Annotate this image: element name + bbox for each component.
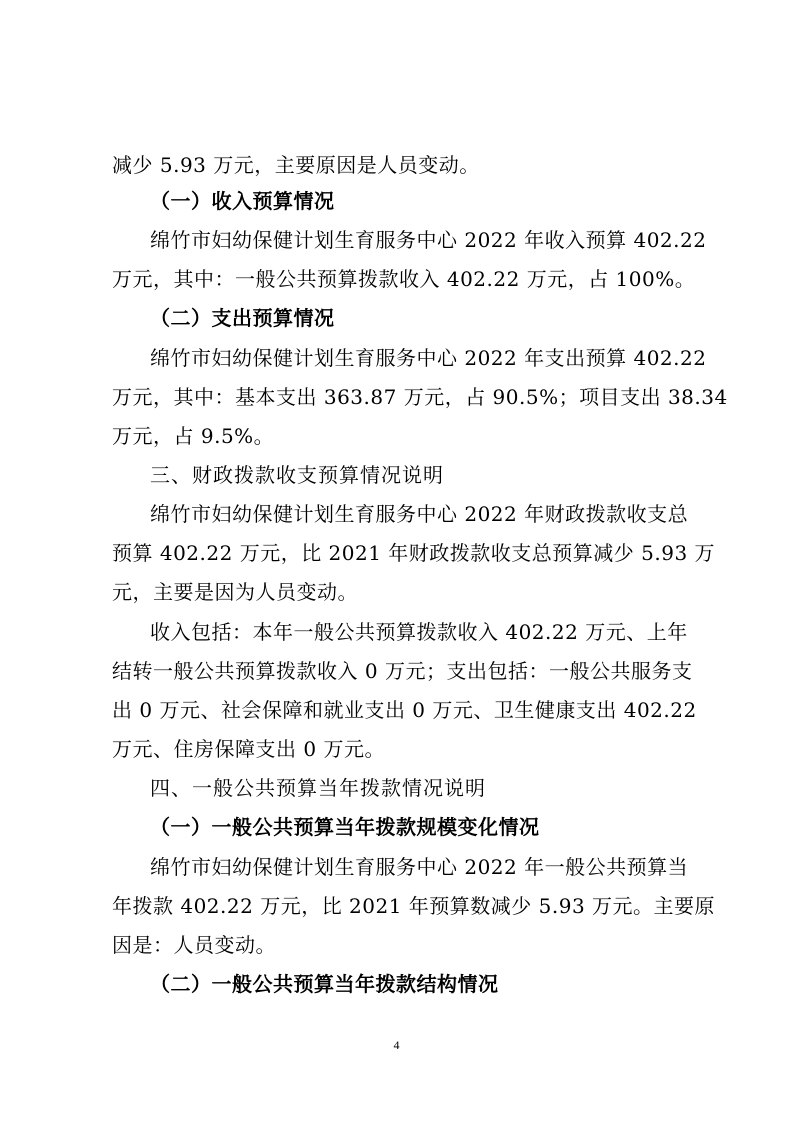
body-text: 元，主要是因为人员变动。 <box>112 580 358 604</box>
body-text: 万元，其中：基本支出 363.87 万元，占 90.5%；项目支出 38.34 <box>112 385 728 409</box>
section-heading: 三、财政拨款收支预算情况说明 <box>150 463 444 487</box>
body-text: 万元，占 9.5%。 <box>112 424 275 448</box>
body-text: 预算 402.22 万元，比 2021 年财政拨款收支总预算减少 5.93 万 <box>112 541 716 565</box>
subsection-heading: （一）一般公共预算当年拨款规模变化情况 <box>150 815 540 839</box>
body-text: 万元、住房保障支出 0 万元。 <box>112 737 385 761</box>
body-text: 出 0 万元、社会保障和就业支出 0 万元、卫生健康支出 402.22 <box>112 698 697 722</box>
subsection-heading: （二）一般公共预算当年拨款结构情况 <box>150 972 499 996</box>
body-text: 收入包括：本年一般公共预算拨款收入 402.22 万元、上年 <box>150 620 688 644</box>
body-text: 年拨款 402.22 万元，比 2021 年预算数减少 5.93 万元。主要原 <box>112 894 716 918</box>
body-text: 绵竹市妇幼保健计划生育服务中心 2022 年一般公共预算当 <box>150 855 689 879</box>
body-text: 因是：人员变动。 <box>112 933 276 957</box>
body-text: 绵竹市妇幼保健计划生育服务中心 2022 年收入预算 402.22 <box>150 228 707 252</box>
body-text: 结转一般公共预算拨款收入 0 万元；支出包括：一般公共服务支 <box>112 659 693 683</box>
body-text: 绵竹市妇幼保健计划生育服务中心 2022 年财政拨款收支总 <box>150 502 689 526</box>
body-text: 减少 5.93 万元，主要原因是人员变动。 <box>112 153 480 177</box>
body-text: 绵竹市妇幼保健计划生育服务中心 2022 年支出预算 402.22 <box>150 346 707 370</box>
subsection-heading: （二）支出预算情况 <box>150 306 335 330</box>
section-heading: 四、一般公共预算当年拨款情况说明 <box>150 776 486 800</box>
page-number: 4 <box>393 1038 400 1052</box>
body-text: 万元，其中：一般公共预算拨款收入 402.22 万元，占 100%。 <box>112 267 696 291</box>
subsection-heading: （一）收入预算情况 <box>150 189 335 213</box>
